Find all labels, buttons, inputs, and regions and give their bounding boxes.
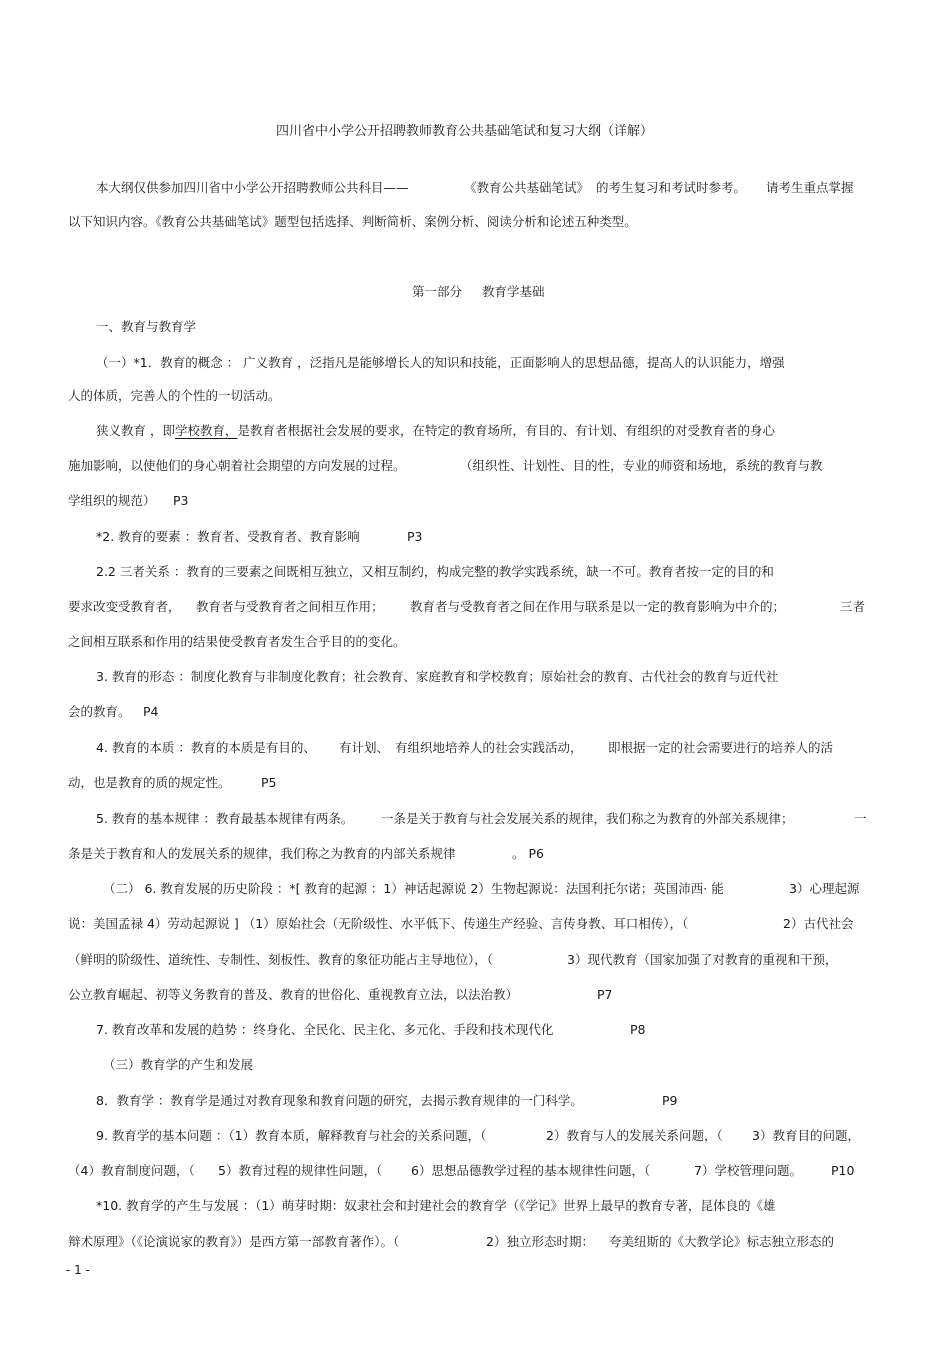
body-line: 8．教育学 ：教育学是通过对教育现象和教育问题的研究，去揭示教育规律的一门科学。 <box>96 1093 583 1108</box>
body-line: 教育者与受教育者之间相互作用； <box>196 599 384 614</box>
body-line: *10. 教育学的产生与发展 ：（1）萌芽时期：奴隶社会和封建社会的教育学（《学记》世界上最早的教育专著，昆体良的《雄 <box>96 1198 776 1213</box>
page-ref: P3 <box>173 493 189 508</box>
page-ref: P5 <box>261 775 277 790</box>
body-line: 公立教育崛起、初等义务教育的普及、教育的世俗化、重视教育立法，以法治教） <box>68 987 519 1002</box>
body-line: 即根据一定的社会需要进行的培养人的活 <box>608 740 834 755</box>
page-number: - 1 - <box>66 1263 90 1277</box>
body-line: 5. 教育的基本规律 ：教育最基本规律有两条。 <box>96 811 354 826</box>
body-line: 3. 教育的形态 ：制度化教育与非制度化教育；社会教育、家庭教育和学校教育；原始社会的教育、古代社会的教育与近代社 <box>96 669 779 684</box>
document-title: 四川省中小学公开招聘教师教育公共基础笔试和复习大纲（详解） <box>276 124 654 139</box>
subsection-heading: （三）教育学的产生和发展 <box>103 1057 254 1072</box>
body-line: 学组织的规范） <box>68 493 156 508</box>
body-line: *2. 教育的要素 ：教育者、受教育者、教育影响 <box>96 529 360 544</box>
body-line: 3）现代教育（国家加强了对教育的重视和干预， <box>567 952 838 967</box>
page-ref: P9 <box>662 1093 678 1108</box>
body-line: 2.2 三者关系 ：教育的三要素之间既相互独立，又相互制约，构成完整的教学实践系统，缺一不可。教育者按一定的目的和 <box>96 564 774 579</box>
underlined-term: 学校教育， <box>174 423 238 438</box>
body-line: 夸美纽斯的《大教学论》标志独立形态的 <box>609 1234 835 1249</box>
intro-line-1 <box>96 180 409 196</box>
page-ref: 。 P6 <box>512 846 544 861</box>
intro-line-2: 以下知识内容。《教育公共基础笔试》题型包括选择、判断简析、案例分析、阅读分析和论述五种类型。 <box>68 214 637 229</box>
intro-line-1-c: 的考生复习和考试时参考。 <box>596 180 747 195</box>
body-line: 之间相互联系和作用的结果使受教育者发生合乎目的的变化。 <box>68 634 406 649</box>
body-line: 条是关于教育和人的发展关系的规律，我们称之为教育的内部关系规律 <box>68 846 456 861</box>
intro-line-1-d: 请考生重点掌握 <box>766 180 854 195</box>
body-line: 2）古代社会 <box>783 916 854 931</box>
section-heading: 一、教育与教育学 <box>96 319 197 334</box>
body-line: 一条是关于教育与社会发展关系的规律，我们称之为教育的外部关系规律； <box>381 811 794 826</box>
body-line: （4）教育制度问题，（ <box>68 1163 195 1178</box>
body-line: 人的体质，完善人的个性的一切活动。 <box>68 388 281 403</box>
body-line: 会的教育。 <box>68 704 131 719</box>
part-heading-title: 教育学基础 <box>482 284 545 299</box>
body-line: （组织性、计划性、目的性，专业的师资和场地，系统的教育与教 <box>460 458 823 473</box>
body-line: 2）教育与人的发展关系问题，（ <box>546 1128 723 1143</box>
body-line: 4. 教育的本质 ：教育的本质是有目的、 <box>96 740 316 755</box>
body-line: 3）心理起源 <box>789 881 860 896</box>
body-line: 辩术原理》（《论演说家的教育》）是西方第一部教育著作）。（ <box>68 1234 400 1249</box>
body-line: 3）教育目的问题， <box>752 1128 860 1143</box>
intro-line-1-b: 《教育公共基础笔试》 <box>464 180 590 195</box>
part-heading-label: 第一部分 <box>412 284 463 299</box>
body-line: （鲜明的阶级性、道统性、专制性、刻板性、教育的象征功能占主导地位），（ <box>68 952 494 967</box>
body-line: 7）学校管理问题。 <box>694 1163 802 1178</box>
body-text: 是教育者根据社会发展的要求，在特定的教育场所，有目的、有计划、有组织的对受教育者的身心 <box>237 423 776 438</box>
page-ref: P10 <box>831 1163 855 1178</box>
page-ref: P7 <box>597 987 613 1002</box>
body-line: 有组织地培养人的社会实践活动， <box>395 740 583 755</box>
body-line: 要求改变受教育者， <box>68 599 181 614</box>
body-line <box>96 423 775 439</box>
intro-text-a: 本大纲仅供参加四川省中小学公开招聘教师公共科目—— <box>96 180 409 195</box>
body-line: 6）思想品德教学过程的基本规律性问题，（ <box>411 1163 651 1178</box>
body-line: 说：美国孟禄 4）劳动起源说 ] （1）原始社会（无阶级性、水平低下、传递生产经验、言传身教、耳口相传），（ <box>68 916 689 931</box>
body-line: （二） 6. 教育发展的历史阶段 ：*[ 教育的起源 ：1）神话起源说 2）生物起源说：法国利托尔诺；英国沛西· 能 <box>103 881 724 896</box>
page-ref: P8 <box>630 1022 646 1037</box>
body-line: 一 <box>854 811 867 826</box>
body-line: 三者 <box>840 599 866 614</box>
body-line: 施加影响，以使他们的身心朝着社会期望的方向发展的过程。 <box>68 458 406 473</box>
body-line: 动，也是教育的质的规定性。 <box>68 775 231 790</box>
body-line: 2）独立形态时期： <box>486 1234 594 1249</box>
body-line: （一）*1．教育的概念 ： 广义教育 ，泛指凡是能够增长人的知识和技能，正面影响人的思想品德，提高人的认识能力，增强 <box>96 355 785 370</box>
body-line: 7. 教育改革和发展的趋势 ：终身化、全民化、民主化、多元化、手段和技术现代化 <box>96 1022 554 1037</box>
body-text: 狭义教育 ，即 <box>96 423 175 438</box>
body-line: 5）教育过程的规律性问题，（ <box>218 1163 383 1178</box>
page-ref: P4 <box>143 704 159 719</box>
body-line: 9. 教育学的基本问题 ：（1）教育本质，解释教育与社会的关系问题，（ <box>96 1128 487 1143</box>
body-line: 教育者与受教育者之间在作用与联系是以一定的教育影响为中介的； <box>410 599 786 614</box>
page-ref: P3 <box>407 529 423 544</box>
body-line: 有计划、 <box>339 740 390 755</box>
